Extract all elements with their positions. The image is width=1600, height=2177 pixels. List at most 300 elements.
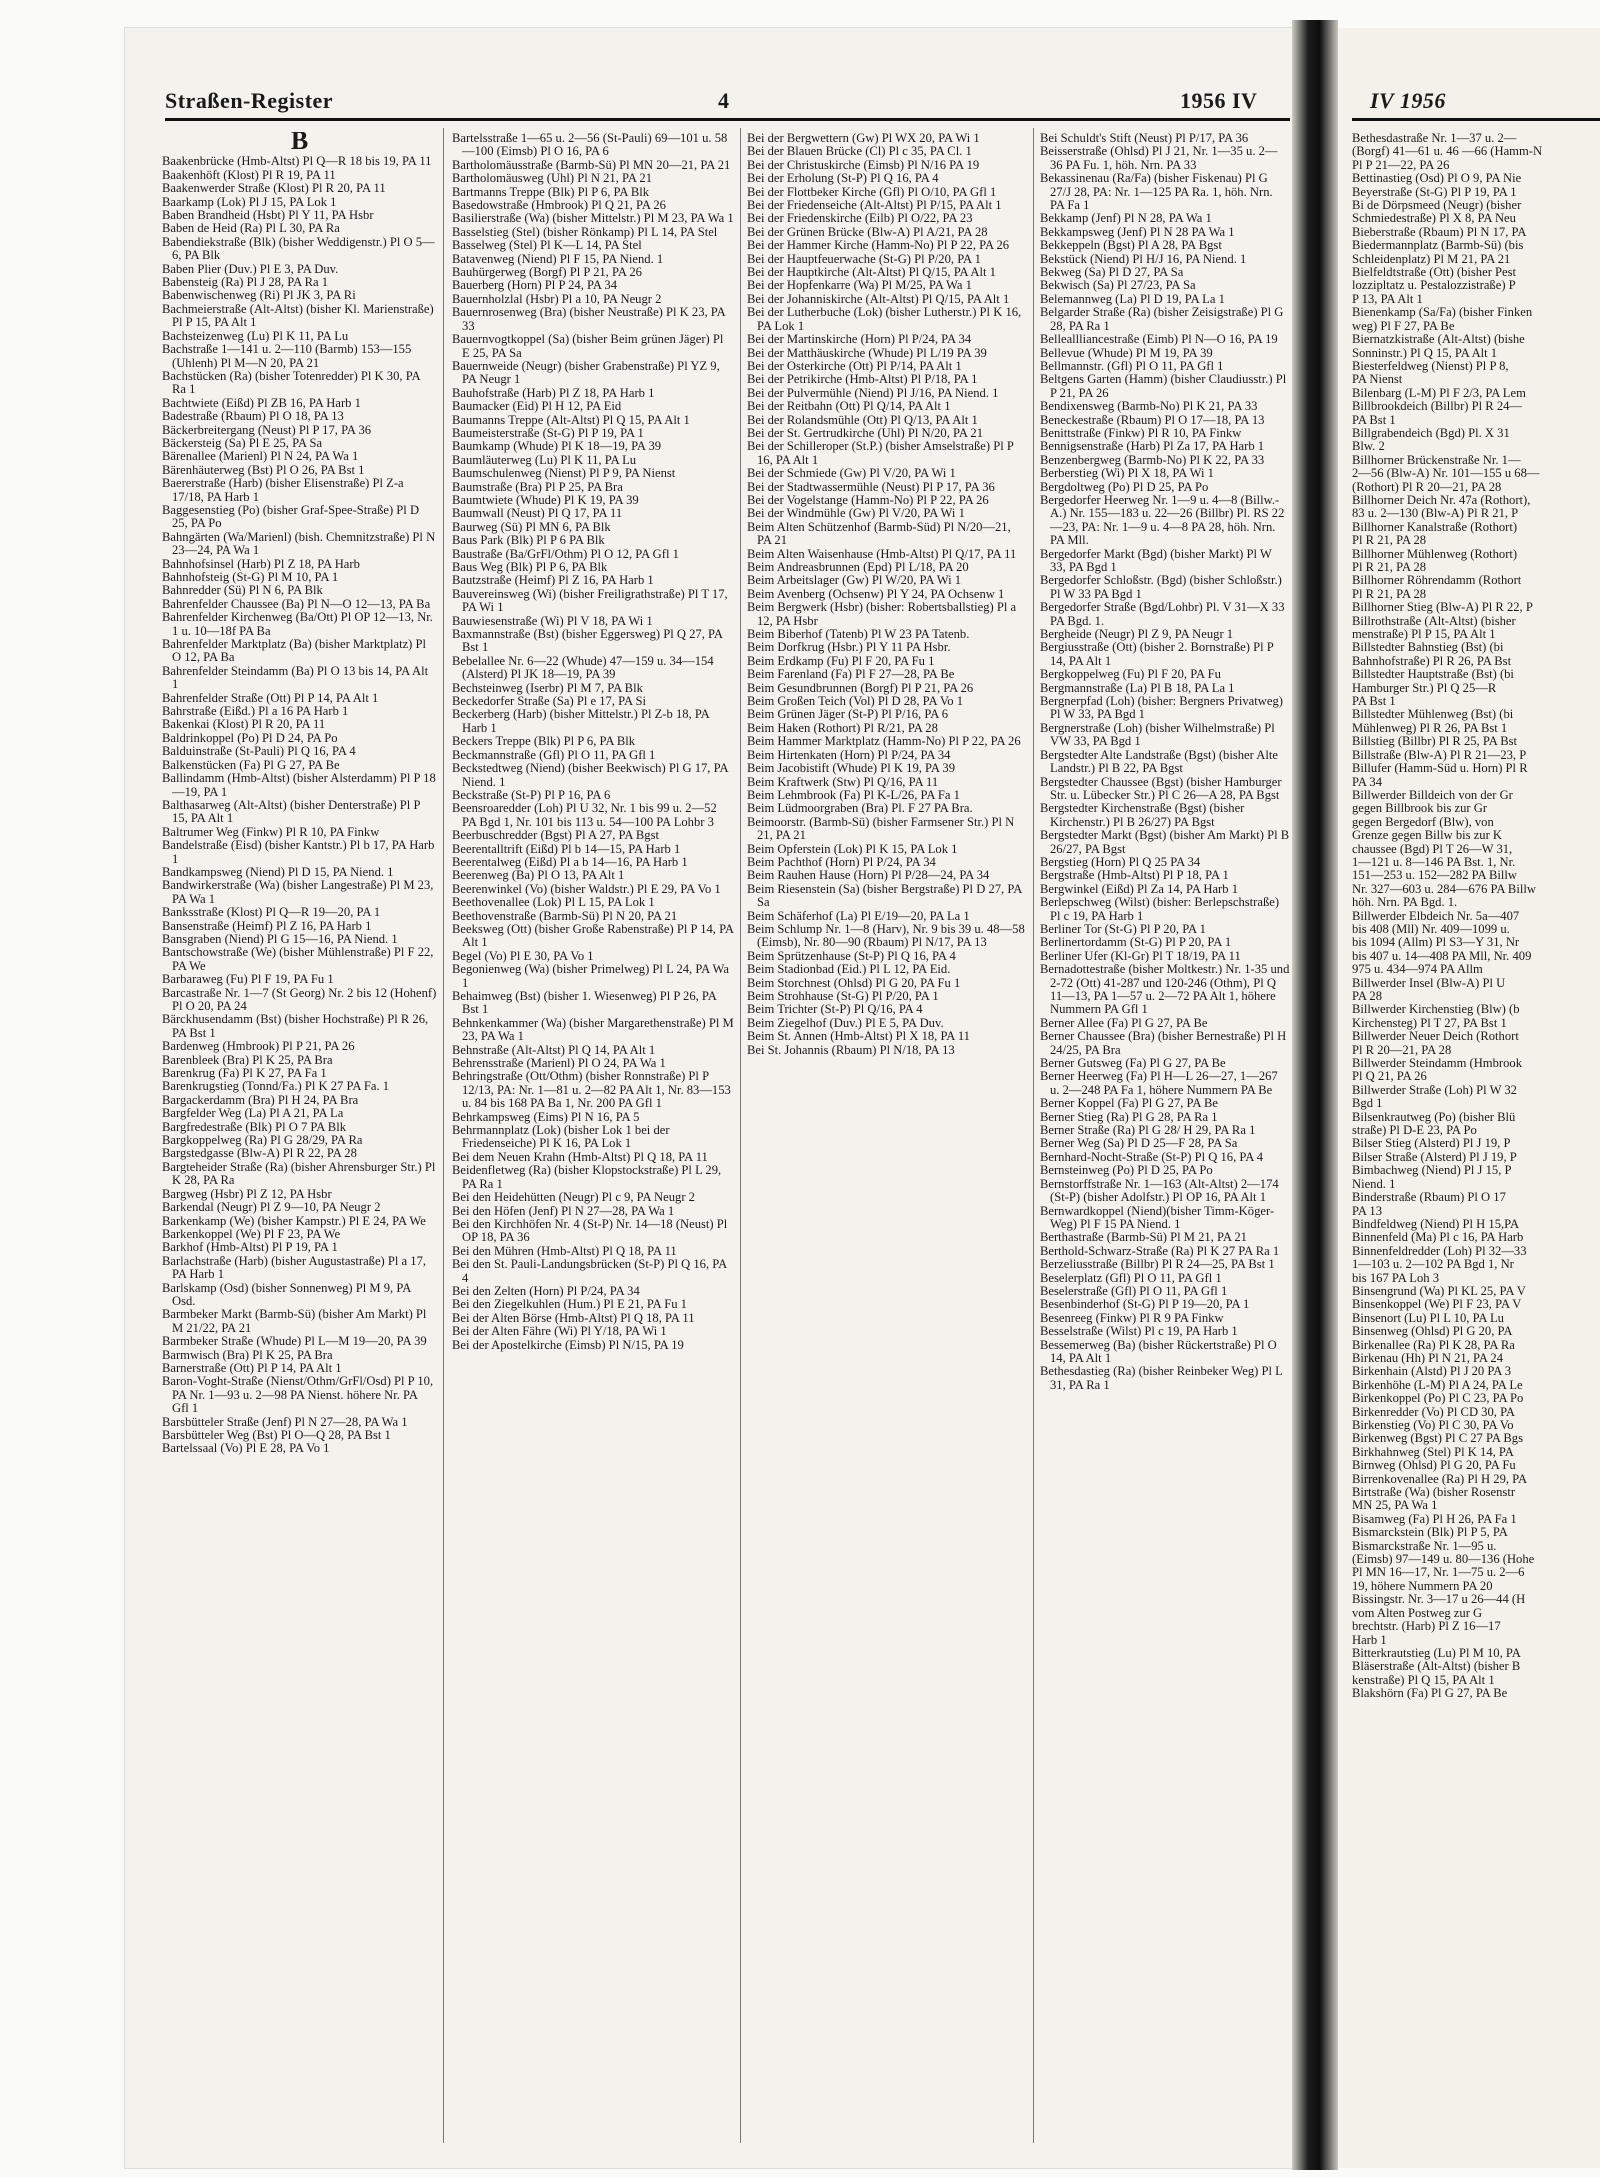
street-entry: Barsbütteler Straße (Jenf) Pl N 27—28, PA Wa 1 <box>162 1414 408 1429</box>
street-entry: MN 25, PA Wa 1 <box>1352 1498 1438 1513</box>
street-entry: Billhorner Röhrendamm (Rothort <box>1352 573 1522 588</box>
street-entry: Belgarder Straße (Ra) (bisher Zeisigstraße) Pl G 28, PA Ra 1 <box>1040 305 1284 333</box>
street-entry: Blw. 2 <box>1352 439 1385 454</box>
street-entry: Barlachstraße (Harb) (bisher Augustastraße) Pl a 17, PA Harb 1 <box>162 1253 427 1282</box>
street-entry: Bärenhäuterweg (Bst) Pl O 26, PA Bst 1 <box>162 462 365 477</box>
street-entry: Beim Gesundbrunnen (Borgf) Pl P 21, PA 26 <box>747 680 974 695</box>
street-entry: menstraße) Pl P 15, PA Alt 1 <box>1352 627 1496 642</box>
street-column-2 <box>452 132 734 2152</box>
street-entry: Birkenallee (Ra) Pl K 28, PA Ra <box>1352 1337 1515 1352</box>
street-entry: Binnenfeld (Ma) Pl c 16, PA Harb <box>1352 1230 1524 1245</box>
street-entry: Bachtwiete (Eißd) Pl ZB 16, PA Harb 1 <box>162 395 361 410</box>
street-entry: Bei den Höfen (Jenf) Pl N 27—28, PA Wa 1 <box>452 1203 675 1218</box>
street-entry: Bei der Reitbahn (Ott) Pl Q/14, PA Alt 1 <box>747 399 951 414</box>
street-entry: Bansgraben (Niend) Pl G 15—16, PA Niend. 1 <box>162 931 398 946</box>
street-entry: Bahrstraße (Eißd.) Pl a 16 PA Harb 1 <box>162 704 349 719</box>
street-entry: 151—253 u. 152—282 PA Billw <box>1352 868 1518 883</box>
street-entry: Bahrenfelder Straße (Ott) Pl P 14, PA Alt 1 <box>162 690 379 705</box>
street-entry: Bärenallee (Marienl) Pl N 24, PA Wa 1 <box>162 449 359 464</box>
street-entry: Niend. 1 <box>1352 1176 1396 1191</box>
street-entry: Bargkoppelweg (Ra) Pl G 28/29, PA Ra <box>162 1133 363 1148</box>
street-entry: Bernadottestraße (bisher Moltkestr.) Nr. 1-35 und 2-72 (Ott) 41-287 und 120-246 (Othm), Pl Q 11—13, PA 1—57 u. 2—72 PA Alt 1, höhere Nummern PA Gfl 1 <box>1040 962 1290 1017</box>
street-entry: PA Nienst <box>1352 372 1403 387</box>
street-entry: Bei der Schmiede (Gw) Pl V/20, PA Wi 1 <box>747 466 956 481</box>
street-entry: Pl P 21—22, PA 26 <box>1352 157 1450 172</box>
street-entry: Bekkampsweg (Jenf) Pl N 28 PA Wa 1 <box>1040 224 1235 239</box>
street-entry: Beim Lüdmoorgraben (Bra) Pl. F 27 PA Bra. <box>747 801 973 816</box>
street-entry: Berlepschweg (Wilst) (bisher: Berlepschstraße) Pl c 19, PA Harb 1 <box>1040 895 1280 923</box>
street-entry: 1—103 u. 2—102 PA Bgd 1, Nr <box>1352 1257 1514 1272</box>
street-entry: Sonninstr.) Pl Q 15, PA Alt 1 <box>1352 345 1498 360</box>
street-entry: Beim Großen Teich (Vol) Pl D 28, PA Vo 1 <box>747 694 964 709</box>
street-entry: Begonienweg (Wa) (bisher Primelweg) Pl L 24, PA Wa 1 <box>452 962 729 990</box>
street-entry: Behaimweg (Bst) (bisher 1. Wiesenweg) Pl P 26, PA Bst 1 <box>452 989 717 1017</box>
street-entry: Bei der Hauptkirche (Alt-Altst) Pl Q/15, PA Alt 1 <box>747 265 996 280</box>
street-entry: Bardenweg (Hmbrook) Pl P 21, PA 26 <box>162 1039 355 1054</box>
street-entry: Badestraße (Rbaum) Pl O 18, PA 13 <box>162 409 344 424</box>
street-entry: Baben Plier (Duv.) Pl E 3, PA Duv. <box>162 261 339 276</box>
street-entry: Pl R 20—21, PA 28 <box>1352 1042 1452 1057</box>
street-entry: Bei der Grünen Brücke (Blw-A) Pl A/21, PA 28 <box>747 224 988 239</box>
street-entry: Bahnhofsteig (St-G) Pl M 10, PA 1 <box>162 570 339 584</box>
street-entry: Beim Farenland (Fa) Pl F 27—28, PA Be <box>747 667 955 682</box>
street-entry: Bekweg (Sa) Pl D 27, PA Sa <box>1040 265 1184 280</box>
street-entry: Bergmannstraße (La) Pl B 18, PA La 1 <box>1040 680 1235 695</box>
street-entry: Beim Haken (Rothort) Pl R/21, PA 28 <box>747 720 938 735</box>
street-entry: Birkenweg (Bgst) Pl C 27 PA Bgs <box>1352 1431 1523 1446</box>
street-entry: Bahrenfelder Steindamm (Ba) Pl O 13 bis 14, PA Alt 1 <box>162 663 429 692</box>
year-right: IV 1956 <box>1370 88 1446 113</box>
street-entry: Beisserstraße (Ohlsd) Pl J 21, Nr. 1—35 u. 2—36 PA Fu. 1, höh. Nrn. PA 33 <box>1040 144 1278 172</box>
street-entry: Bei der Vogelstange (Hamm-No) Pl P 22, PA 26 <box>747 492 989 507</box>
street-entry: Bismarckstraße Nr. 1—95 u. <box>1352 1538 1497 1553</box>
street-entry: Billwerder Neuer Deich (Rothort <box>1352 1029 1519 1044</box>
street-entry: Batavenweg (Niend) Pl F 15, PA Niend. 1 <box>452 251 664 266</box>
street-entry: Beim Biberhof (Tatenb) Pl W 23 PA Tatenb. <box>747 627 970 642</box>
street-entry: Beckstedtweg (Niend) (bisher Beekwisch) Pl G 17, PA Niend. 1 <box>452 761 728 789</box>
street-entry: Berberstieg (Wi) Pl X 18, PA Wi 1 <box>1040 466 1214 481</box>
street-entry: Schmiedestraße) Pl X 8, PA Neu <box>1352 211 1516 226</box>
column-divider <box>443 128 444 2143</box>
street-entry: Bei der Rolandsmühle (Ott) Pl Q/13, PA Alt 1 <box>747 412 978 427</box>
street-entry: Bei der Petrikirche (Hmb-Altst) Pl P/18, PA 1 <box>747 372 978 387</box>
street-entry: Barsbütteler Weg (Bst) Pl O—Q 28, PA Bst 1 <box>162 1428 391 1442</box>
street-entry: bis 407 u. 14—408 PA Mll, Nr. 409 <box>1352 948 1532 963</box>
street-entry: Pl R 21, PA 28 <box>1352 533 1427 548</box>
street-entry: Bauvereinsweg (Wi) (bisher Freiligrathstraße) Pl T 17, PA Wi 1 <box>452 586 728 615</box>
street-entry: Beim Riesenstein (Sa) (bisher Bergstraße) Pl D 27, PA Sa <box>747 881 1022 910</box>
street-entry: Bei dem Neuen Krahn (Hmb-Altst) Pl Q 18, PA 11 <box>452 1149 708 1164</box>
street-entry: Birnweg (Ohlsd) Pl G 20, PA Fu <box>1352 1458 1516 1473</box>
street-entry: Pl Q 21, PA 26 <box>1352 1069 1427 1084</box>
street-entry: Berner Koppel (Fa) Pl G 27, PA Be <box>1040 1096 1218 1111</box>
street-entry: Birrenkovenallee (Ra) Pl H 29, PA <box>1352 1471 1528 1486</box>
street-entry: P 13, PA Alt 1 <box>1352 291 1423 306</box>
street-entry: Bei der Erholung (St-P) Pl Q 16, PA 4 <box>747 171 939 186</box>
street-entry: Billhorner Kanalstraße (Rothort) <box>1352 519 1518 534</box>
header-rule <box>165 118 1290 121</box>
street-entry: PA 34 <box>1352 774 1382 789</box>
street-entry: Baumeisterstraße (St-G) Pl P 19, PA 1 <box>452 425 644 440</box>
street-entry: weg) Pl F 27, PA Be <box>1352 318 1455 333</box>
street-entry: Bei den Kirchhöfen Nr. 4 (St-P) Nr. 14—18 (Neust) Pl OP 18, PA 36 <box>452 1216 728 1245</box>
street-entry: Beim Alten Schützenhof (Barmb-Süd) Pl N/20—21, PA 21 <box>747 519 1011 548</box>
street-entry: Blakshörn (Fa) Pl G 27, PA Be <box>1352 1686 1508 1701</box>
street-entry: Barkhof (Hmb-Altst) Pl P 19, PA 1 <box>162 1240 338 1255</box>
street-entry: Schleidenplatz) Pl M 21, PA 21 <box>1352 251 1511 266</box>
street-entry: Barenkrugstieg (Tonnd/Fa.) Pl K 27 PA Fa. 1 <box>162 1079 390 1094</box>
street-entry: Behringstraße (Ott/Othm) (bisher Ronnstraße) Pl P 12/13, PA: Nr. 1—81 u. 2—82 PA Alt 1, Nr. 83—153 u. 84 bis 168 PA Ba 1, Nr. 200 PA Gfl 1 <box>452 1069 731 1111</box>
street-entry: Bilser Straße (Alsterd) Pl J 19, P <box>1352 1149 1517 1164</box>
street-entry: Bei den Heidehütten (Neugr) Pl c 9, PA Neugr 2 <box>452 1190 695 1205</box>
street-entry: Billstedter Hauptstraße (Bst) (bi <box>1352 667 1514 682</box>
street-entry: Beim Hirtenkaten (Horn) Pl P/24, PA 34 <box>747 747 951 762</box>
street-entry: Bechsteinweg (Iserbr) Pl M 7, PA Blk <box>452 680 643 695</box>
street-entry: Bahnhofsinsel (Harb) Pl Z 18, PA Harb <box>162 556 360 571</box>
street-entry: Berner Straße (Ra) Pl G 28/ H 29, PA Ra 1 <box>1040 1123 1256 1138</box>
street-entry: Besenbinderhof (St-G) Pl P 19—20, PA 1 <box>1040 1297 1250 1312</box>
street-entry: Bei der Bergwettern (Gw) Pl WX 20, PA Wi 1 <box>747 132 980 145</box>
street-entry: Beim Avenberg (Ochsenw) Pl Y 24, PA Ochsenw 1 <box>747 586 1005 601</box>
street-entry: Beselerstraße (Gfl) Pl O 11, PA Gfl 1 <box>1040 1283 1228 1298</box>
street-entry: kenstraße) Pl Q 15, PA Alt 1 <box>1352 1672 1495 1687</box>
street-entry: 1—121 u. 8—146 PA Bst. 1, Nr. <box>1352 854 1516 869</box>
street-entry: brechtstr. (Harb) Pl Z 16—17 <box>1352 1619 1501 1634</box>
street-entry: Baumacker (Eid) Pl H 12, PA Eid <box>452 399 622 414</box>
street-entry: Bieberstraße (Rbaum) Pl N 17, PA <box>1352 224 1527 239</box>
street-entry: Bargfelder Weg (La) Pl A 21, PA La <box>162 1106 344 1121</box>
street-entry: Bergwinkel (Eißd) Pl Za 14, PA Harb 1 <box>1040 881 1238 896</box>
street-entry: Behrkampsweg (Eims) Pl N 16, PA 5 <box>452 1109 640 1124</box>
street-entry: Beim Alten Waisenhause (Hmb-Altst) Pl Q/17, PA 11 <box>747 546 1017 561</box>
street-entry: Belleallliancestraße (Eimb) Pl N—O 16, PA 19 <box>1040 332 1278 347</box>
street-entry: Beim Arbeitslager (Gw) Pl W/20, PA Wi 1 <box>747 573 962 588</box>
street-entry: Ballindamm (Hmb-Altst) (bisher Alsterdamm) Pl P 18—19, PA 1 <box>162 771 436 799</box>
street-entry: Bahnredder (Sü) Pl N 6, PA Blk <box>162 583 323 598</box>
street-entry: Beselerplatz (Gfl) Pl O 11, PA Gfl 1 <box>1040 1270 1222 1285</box>
street-entry: Beimoorstr. (Barmb-Sü) (bisher Farmsener Str.) Pl N 21, PA 21 <box>747 814 1015 843</box>
street-entry: Billwerder Straße (Loh) Pl W 32 <box>1352 1082 1517 1097</box>
street-entry: Bebelallee Nr. 6—22 (Whude) 47—159 u. 34—154 (Alsterd) Pl JK 18—19, PA 39 <box>452 653 714 682</box>
street-entry: (Eimsb) 97—149 u. 80—136 (Hohe <box>1352 1552 1535 1567</box>
street-entry: Grenze gegen Billw bis zur K <box>1352 828 1503 843</box>
street-entry: Baererstraße (Harb) (bisher Elisenstraße) Pl Z-a 17/18, PA Harb 1 <box>162 476 404 504</box>
street-entry: Bekassinenau (Ra/Fa) (bisher Fiskenau) Pl G 27/J 28, PA: Nr. 1—125 PA Ra. 1, höh. Nrn. PA Fa 1 <box>1040 171 1273 213</box>
street-entry: Balthasarweg (Alt-Altst) (bisher Denterstraße) Pl P 15, PA Alt 1 <box>162 797 420 826</box>
street-entry: Bauwiesenstraße (Wi) Pl V 18, PA Wi 1 <box>452 613 653 628</box>
street-entry: Beltgens Garten (Hamm) (bisher Claudiusstr.) Pl P 21, PA 26 <box>1040 372 1287 400</box>
street-entry: Baus Park (Blk) Pl P 6 PA Blk <box>452 533 605 548</box>
street-entry: Benzenbergweg (Barmb-No) Pl K 22, PA 33 <box>1040 452 1265 467</box>
street-entry: Bethesdastraße Nr. 1—37 u. 2— <box>1352 132 1517 145</box>
street-entry: Billwerder Elbdeich Nr. 5a—407 <box>1352 908 1520 923</box>
section-letter: B <box>290 132 309 155</box>
street-entry: Beim Erdkamp (Fu) Pl F 20, PA Fu 1 <box>747 653 935 668</box>
street-entry: 975 u. 434—974 PA Allm <box>1352 962 1483 977</box>
street-entry: Bergstraße (Hmb-Altst) Pl P 18, PA 1 <box>1040 868 1229 883</box>
street-entry: Bergstedter Kirchenstraße (Bgst) (bisher Kirchenstr.) Pl B 26/27) PA Bgst <box>1040 801 1245 829</box>
street-entry: Beneckestraße (Rbaum) Pl O 17—18, PA 13 <box>1040 412 1265 427</box>
street-entry: Behnstraße (Alt-Altst) Pl Q 14, PA Alt 1 <box>452 1042 656 1057</box>
street-entry: Bergedorfer Markt (Bgd) (bisher Markt) Pl W 33, PA Bgd 1 <box>1040 546 1272 574</box>
street-entry: Barenkrug (Fa) Pl K 27, PA Fa 1 <box>162 1066 327 1081</box>
street-entry: Berzeliusstraße (Billbr) Pl R 24—25, PA Bst 1 <box>1040 1257 1275 1272</box>
street-entry: Bandkampsweg (Niend) Pl D 15, PA Niend. 1 <box>162 864 394 879</box>
street-entry: Beim Ziegelhof (Duv.) Pl E 5, PA Duv. <box>747 1015 944 1030</box>
street-entry: Bargackerdamm (Bra) Pl H 24, PA Bra <box>162 1092 359 1107</box>
street-entry: Bitterkrautstieg (Lu) Pl M 10, PA <box>1352 1645 1521 1660</box>
street-entry: Bei den Ziegelkuhlen (Hum.) Pl E 21, PA Fu 1 <box>452 1297 687 1312</box>
street-entry: Bartmanns Treppe (Blk) Pl P 6, PA Blk <box>452 184 650 199</box>
street-entry: Bessemerweg (Ba) (bisher Rückertstraße) Pl O 14, PA Alt 1 <box>1040 1337 1277 1365</box>
street-entry: Bei den St. Pauli-Landungsbrücken (St-P) Pl Q 16, PA 4 <box>452 1257 727 1285</box>
street-entry: Bei der Hauptfeuerwache (St-G) Pl P/20, PA 1 <box>747 251 981 266</box>
street-entry: Baakenhöft (Klost) Pl R 19, PA 11 <box>162 167 336 182</box>
street-entry: Birtstraße (Wa) (bisher Rosenstr <box>1352 1485 1516 1500</box>
street-entry: PA Bst 1 <box>1352 412 1396 427</box>
street-entry: Baarkamp (Lok) Pl J 15, PA Lok 1 <box>162 194 337 209</box>
street-entry: Birkenhöhe (L-M) Pl A 24, PA Le <box>1352 1377 1523 1392</box>
street-entry: Bienenkamp (Sa/Fa) (bisher Finken <box>1352 305 1533 320</box>
street-entry: Binsenkoppel (We) Pl F 23, PA V <box>1352 1297 1522 1312</box>
street-entry: Bei Schuldt's Stift (Neust) Pl P/17, PA 36 <box>1040 132 1249 145</box>
street-entry: Beerenwinkel (Vo) (bisher Waldstr.) Pl E 29, PA Vo 1 <box>452 881 721 896</box>
street-entry: Harb 1 <box>1352 1632 1387 1647</box>
street-entry: Beckerberg (Harb) (bisher Mittelstr.) Pl Z-b 18, PA Harb 1 <box>452 707 710 735</box>
street-entry: Beim Strohhause (St-G) Pl P/20, PA 1 <box>747 989 939 1003</box>
street-entry: Bellevue (Whude) Pl M 19, PA 39 <box>1040 345 1213 360</box>
street-entry: Bei der Windmühle (Gw) Pl V/20, PA Wi 1 <box>747 506 965 521</box>
street-entry: Bilenbarg (L-M) Pl F 2/3, PA Lem <box>1352 385 1526 400</box>
street-entry: Bachsteizenweg (Lu) Pl K 11, PA Lu <box>162 328 349 343</box>
street-entry: Barnerstraße (Ott) Pl P 14, PA Alt 1 <box>162 1360 342 1375</box>
street-entry: Behnkenkammer (Wa) (bisher Margarethenstraße) Pl M 23, PA Wa 1 <box>452 1015 734 1044</box>
street-entry: (Rothort) Pl R 20—21, PA 28 <box>1352 479 1502 494</box>
street-entry: Bartholomäusweg (Uhl) Pl N 21, PA 21 <box>452 171 652 186</box>
street-entry: Beckedorfer Straße (Sa) Pl e 17, PA Si <box>452 694 647 709</box>
street-entry: Babensteig (Ra) Pl J 28, PA Ra 1 <box>162 275 329 290</box>
street-entry: Baakenwerder Straße (Klost) Pl R 20, PA 11 <box>162 181 386 196</box>
street-entry: Bargteheider Straße (Ra) (bisher Ahrensburger Str.) Pl K 28, PA Ra <box>162 1159 436 1188</box>
street-entry: Bauernweide (Neugr) (bisher Grabenstraße) Pl YZ 9, PA Neugr 1 <box>452 358 720 387</box>
street-entry: Bandwirkerstraße (Wa) (bisher Langestraße) Pl M 23, PA Wa 1 <box>162 878 434 906</box>
street-entry: chaussee (Bgd) Pl T 26—W 31, <box>1352 841 1513 856</box>
street-entry: Bernwardkoppel (Niend)(bisher Timm-Köger-Weg) Pl F 15 PA Niend. 1 <box>1040 1203 1275 1231</box>
street-entry: Baumanns Treppe (Alt-Altst) Pl Q 15, PA Alt 1 <box>452 412 690 427</box>
street-entry: Behrmannplatz (Lok) (bisher Lok 1 bei der Friedenseiche) Pl K 16, PA Lok 1 <box>452 1123 670 1151</box>
header-rule-right <box>1352 118 1600 121</box>
street-entry: Basedowstraße (Hmbrook) Pl Q 21, PA 26 <box>452 198 666 213</box>
street-entry: Bartelsstraße 1—65 u. 2—56 (St-Pauli) 69—101 u. 58—100 (Eimsb) Pl O 16, PA 6 <box>452 132 728 159</box>
street-entry: Berlinertordamm (St-G) Pl P 20, PA 1 <box>1040 935 1232 950</box>
street-entry: Baron-Voght-Straße (Nienst/Othm/GrFl/Osd) Pl P 10, PA Nr. 1—93 u. 2—98 PA Nienst. höhere Nr. PA Gfl 1 <box>162 1374 434 1416</box>
street-entry: Bergstieg (Horn) Pl Q 25 PA 34 <box>1040 854 1201 869</box>
street-entry: Bellmannstr. (Gfl) Pl O 11, PA Gfl 1 <box>1040 358 1224 373</box>
street-entry: Bläserstraße (Alt-Altst) (bisher B <box>1352 1659 1521 1674</box>
street-entry: Baumkamp (Whude) Pl K 18—19, PA 39 <box>452 439 662 454</box>
street-entry: Bei der Martinskirche (Horn) Pl P/24, PA 34 <box>747 332 972 347</box>
street-entry: Bahrenfelder Chaussee (Ba) Pl N—O 12—13, PA Ba <box>162 596 431 611</box>
street-entry: Bergnerpfad (Loh) (bisher: Bergners Privatweg) Pl W 33, PA Bgd 1 <box>1040 694 1283 722</box>
street-entry: Beim Pachthof (Horn) Pl P/24, PA 34 <box>747 854 936 869</box>
column-divider <box>1033 128 1034 2143</box>
street-entry: Beidenfletweg (Ra) (bisher Klopstockstraße) Pl L 29, PA Ra 1 <box>452 1163 722 1191</box>
page-number: 4 <box>718 88 730 113</box>
street-entry: Bennigsenstraße (Harb) Pl Za 17, PA Harb 1 <box>1040 439 1265 454</box>
street-entry: Behrensstraße (Marienl) Pl O 24, PA Wa 1 <box>452 1056 666 1071</box>
street-entry: Bachstücken (Ra) (bisher Totenredder) Pl K 30, PA Ra 1 <box>162 368 420 397</box>
street-entry: Bergedorfer Straße (Bgd/Lohbr) Pl. V 31—X 33 PA Bgd. 1. <box>1040 600 1285 628</box>
street-entry: Billwerder Insel (Blw-A) Pl U <box>1352 975 1506 990</box>
street-entry: Baxmannstraße (Bst) (bisher Eggersweg) Pl Q 27, PA Bst 1 <box>452 627 723 655</box>
street-entry: Bei den Zelten (Horn) Pl P/24, PA 34 <box>452 1283 640 1298</box>
street-entry: Bauhürgerweg (Borgf) Pl P 21, PA 26 <box>452 265 642 280</box>
street-column-1 <box>162 132 437 2152</box>
street-entry: Baldrinkoppel (Po) Pl D 24, PA Po <box>162 730 338 745</box>
street-entry: Binsengrund (Wa) Pl KL 25, PA V <box>1352 1283 1526 1298</box>
street-entry: Bärckhusendamm (Bst) (bisher Hochstraße) Pl R 26, PA Bst 1 <box>162 1012 429 1040</box>
street-entry: Baumtwiete (Whude) Pl K 19, PA 39 <box>452 492 639 507</box>
street-entry: Birkenhain (Alstd) Pl J 20 PA 3 <box>1352 1364 1512 1379</box>
street-entry: Bei der Christuskirche (Eimsb) Pl N/16 PA 19 <box>747 157 980 172</box>
street-entry: Bissingstr. Nr. 3—17 u 26—44 (H <box>1352 1592 1526 1607</box>
street-entry: Barmbeker Markt (Barmb-Sü) (bisher Am Markt) Pl M 21/22, PA 21 <box>162 1307 427 1335</box>
street-entry: Baus Weg (Blk) Pl P 6, PA Blk <box>452 560 608 574</box>
street-entry: Beeksweg (Ott) (bisher Große Rabenstraße) Pl P 14, PA Alt 1 <box>452 921 734 950</box>
street-entry: Bäckersteig (Sa) Pl E 25, PA Sa <box>162 435 323 450</box>
street-entry: PA 28 <box>1352 989 1382 1003</box>
street-entry: Bahrenfelder Marktplatz (Ba) (bisher Marktplatz) Pl O 12, PA Ba <box>162 637 427 665</box>
street-entry: Bakenkai (Klost) Pl R 20, PA 11 <box>162 717 326 732</box>
street-entry: Baumwall (Neust) Pl Q 17, PA 11 <box>452 506 623 521</box>
street-entry: Baumläuterweg (Lu) Pl K 11, PA Lu <box>452 452 637 467</box>
street-entry: Beckstraße (St-P) Pl P 16, PA 6 <box>452 787 611 802</box>
street-entry: Billwerder Kirchenstieg (Blw) (b <box>1352 1002 1520 1017</box>
book-gutter <box>1292 20 1338 2170</box>
street-entry: höh. Nrn. PA Bgd. 1. <box>1352 895 1458 910</box>
street-entry: Bekkeppeln (Bgst) Pl A 28, PA Bgst <box>1040 238 1222 253</box>
street-entry: Bergnerstraße (Loh) (bisher Wilhelmstraße) Pl VW 33, PA Bgd 1 <box>1040 720 1275 749</box>
street-entry: Bei der St. Gertrudkirche (Uhl) Pl N/20, PA 21 <box>747 425 983 440</box>
street-entry: Besselstraße (Wilst) Pl c 19, PA Harb 1 <box>1040 1324 1238 1339</box>
street-entry: Baustraße (Ba/GrFl/Othm) Pl O 12, PA Gfl 1 <box>452 546 679 561</box>
street-entry: Barenbleek (Bra) Pl K 25, PA Bra <box>162 1052 333 1067</box>
street-entry: Berner Allee (Fa) Pl G 27, PA Be <box>1040 1015 1208 1030</box>
street-entry: Berliner Ufer (Kl-Gr) Pl T 18/19, PA 11 <box>1040 948 1241 963</box>
street-entry: Billrothstraße (Alt-Altst) (bisher <box>1352 613 1516 628</box>
street-entry: Beim Dorfkrug (Hsbr.) Pl Y 11 PA Hsbr. <box>747 640 951 655</box>
street-entry: Beerenweg (Ba) Pl O 13, PA Alt 1 <box>452 868 625 883</box>
street-entry: Belemannweg (La) Pl D 19, PA La 1 <box>1040 291 1225 306</box>
street-entry: Bauhofstraße (Harb) Pl Z 18, PA Harb 1 <box>452 385 655 400</box>
street-entry: Bismarckstein (Blk) Pl P 5, PA <box>1352 1525 1508 1540</box>
street-entry: Bergstedter Markt (Bgst) (bisher Am Markt) Pl B 26/27, PA Bgst <box>1040 828 1290 856</box>
street-entry: Beyerstraße (St-G) Pl P 19, PA 1 <box>1352 184 1517 199</box>
street-entry: Bachstraße 1—141 u. 2—110 (Barmb) 153—155 (Uhlenh) Pl M—N 20, PA 21 <box>162 342 412 370</box>
street-entry: Billhorner Brückenstraße Nr. 1— <box>1352 452 1521 467</box>
street-entry: gegen Billbrook bis zur Gr <box>1352 801 1488 816</box>
street-entry: Beim Sprützenhause (St-P) Pl Q 16, PA 4 <box>747 948 956 963</box>
street-entry: Beim Kraftwerk (Stw) Pl Q/16, PA 11 <box>747 774 939 789</box>
street-entry: Bergedorfer Heerweg Nr. 1—9 u. 4—8 (Billw.-A.) Nr. 155—183 u. 22—26 (Billbr) Pl. RS 22—23, PA: Nr. 1—9 u. 4—8 PA 28, höh. Nrn. PA Mll. <box>1040 492 1285 548</box>
street-entry: bis 408 (Mll) Nr. 409—1099 u. <box>1352 921 1510 936</box>
street-entry: Binsenort (Lu) Pl L 10, PA Lu <box>1352 1310 1504 1325</box>
street-entry: Balduinstraße (St-Pauli) Pl Q 16, PA 4 <box>162 744 356 759</box>
street-entry: Beim Andreasbrunnen (Epd) Pl L/18, PA 20 <box>747 560 969 574</box>
street-entry: Beerentalweg (Eißd) Pl a b 14—16, PA Harb 1 <box>452 854 688 869</box>
street-entry: Barlskamp (Osd) (bisher Sonnenweg) Pl M 9, PA Osd. <box>162 1280 411 1308</box>
street-entry: lozzipltatz u. Pestalozzistraße) P <box>1352 278 1516 293</box>
street-entry: vom Alten Postweg zur G <box>1352 1605 1483 1620</box>
street-entry: Beim Opferstein (Lok) Pl K 15, PA Lok 1 <box>747 841 958 856</box>
street-entry: Binnenfeldredder (Loh) Pl 32—33 <box>1352 1243 1527 1258</box>
street-entry: Bendixensweg (Barmb-No) Pl K 21, PA 33 <box>1040 399 1258 414</box>
street-entry: Bei der Hammer Kirche (Hamm-No) Pl P 22, PA 26 <box>747 238 1010 253</box>
street-entry: Bgd 1 <box>1352 1096 1383 1111</box>
street-entry: Bernhard-Nocht-Straße (St-P) Pl Q 16, PA 4 <box>1040 1149 1264 1164</box>
street-entry: Baumstraße (Bra) Pl P 25, PA Bra <box>452 479 623 494</box>
street-entry: Baurweg (Sü) Pl MN 6, PA Blk <box>452 519 611 534</box>
street-entry: Bilser Stieg (Alsterd) Pl J 19, P <box>1352 1136 1511 1151</box>
street-entry: Beethovenstraße (Barmb-Sü) Pl N 20, PA 21 <box>452 908 678 923</box>
street-entry: Bautzstraße (Heimf) Pl Z 16, PA Harb 1 <box>452 573 654 588</box>
street-entry: Bei der Alten Fähre (Wi) Pl Y/18, PA Wi 1 <box>452 1324 667 1339</box>
street-entry: Birkhahnweg (Stel) Pl K 14, PA <box>1352 1444 1514 1459</box>
street-entry: Beim Schlump Nr. 1—8 (Harv), Nr. 9 bis 39 u. 48—58 (Eimsb), Nr. 80—90 (Rbaum) Pl N/17, PA 13 <box>747 921 1025 950</box>
street-column-3 <box>747 132 1027 2152</box>
street-entry: Bettinastieg (Osd) Pl O 9, PA Nie <box>1352 171 1522 186</box>
street-entry: Bergkoppelweg (Fu) Pl F 20, PA Fu <box>1040 667 1221 682</box>
street-entry: Beckers Treppe (Blk) Pl P 6, PA Blk <box>452 734 636 749</box>
street-entry: Biesterfeldweg (Nienst) Pl P 8, <box>1352 358 1509 373</box>
street-entry: Beim Storchnest (Ohlsd) Pl G 20, PA Fu 1 <box>747 975 961 990</box>
street-entry: Bei der Hopfenkarre (Wa) Pl M/25, PA Wa 1 <box>747 278 972 293</box>
street-entry: Beim Jacobistift (Whude) Pl K 19, PA 39 <box>747 761 956 776</box>
street-entry: Beethovenallee (Lok) Pl L 15, PA Lok 1 <box>452 895 655 910</box>
street-entry: Billhorner Deich Nr. 47a (Rothort), <box>1352 492 1531 507</box>
street-entry: Bei den Mühren (Hmb-Altst) Pl Q 18, PA 11 <box>452 1243 677 1258</box>
street-entry: Bei der Lutherbuche (Lok) (bisher Lutherstr.) Pl K 16, PA Lok 1 <box>747 305 1022 333</box>
street-entry: Barkenkamp (We) (bisher Kampstr.) Pl E 24, PA We <box>162 1213 426 1228</box>
street-entry: Bargstedgasse (Blw-A) Pl R 22, PA 28 <box>162 1146 357 1161</box>
street-entry: Billbrookdeich (Billbr) Pl R 24— <box>1352 399 1523 414</box>
street-entry: Binderstraße (Rbaum) Pl O 17 <box>1352 1190 1506 1205</box>
street-entry: Bauernvogtkoppel (Sa) (bisher Beim grünen Jäger) Pl E 25, PA Sa <box>452 332 724 360</box>
street-column-5 <box>1352 132 1600 2152</box>
street-entry: bis 1094 (Allm) Pl S3—Y 31, Nr <box>1352 935 1520 950</box>
street-entry: Billufer (Hamm-Süd u. Horn) Pl R <box>1352 761 1528 776</box>
street-entry: Billhorner Stieg (Blw-A) Pl R 22, P <box>1352 600 1533 615</box>
street-entry: Berthold-Schwarz-Straße (Ra) Pl K 27 PA Ra 1 <box>1040 1243 1280 1258</box>
street-entry: Bernstorffstraße Nr. 1—163 (Alt-Altst) 2—174 (St-P) (bisher Adolfstr.) Pl OP 16, PA Alt 1 <box>1040 1176 1279 1205</box>
street-entry: straße) Pl D-E 23, PA Po <box>1352 1123 1477 1138</box>
street-entry: Beerbuschredder (Bgst) Pl A 27, PA Bgst <box>452 828 659 843</box>
street-entry: Bauernrosenweg (Bra) (bisher Neustraße) Pl K 23, PA 33 <box>452 305 726 333</box>
street-entry: Baggesenstieg (Po) (bisher Graf-Spee-Straße) Pl D 25, PA Po <box>162 502 420 531</box>
street-entry: Bansenstraße (Heimf) Pl Z 16, PA Harb 1 <box>162 918 372 933</box>
street-entry: Baben Brandheid (Hsbt) Pl Y 11, PA Hsbr <box>162 208 374 223</box>
street-entry: Barmbeker Straße (Whude) Pl L—M 19—20, PA 39 <box>162 1334 427 1349</box>
street-entry: Billstedter Mühlenweg (Bst) (bi <box>1352 707 1514 722</box>
street-entry: Beim Trichter (St-P) Pl Q/16, PA 4 <box>747 1002 923 1017</box>
street-entry: Bei der Flottbeker Kirche (Gfl) Pl O/10, PA Gfl 1 <box>747 184 997 199</box>
year-left: 1956 IV <box>1180 88 1258 113</box>
street-entry: Bilsenkrautweg (Po) (bisher Blü <box>1352 1109 1516 1124</box>
street-entry: Berner Chaussee (Bra) (bisher Bernestraße) Pl H 24/25, PA Bra <box>1040 1029 1287 1057</box>
street-entry: Billwerder Steindamm (Hmbrook <box>1352 1056 1522 1071</box>
street-entry: Bei der Matthäuskirche (Whude) Pl L/19 PA 39 <box>747 345 987 360</box>
street-entry: Bäckerbreitergang (Neust) Pl P 17, PA 36 <box>162 422 372 437</box>
